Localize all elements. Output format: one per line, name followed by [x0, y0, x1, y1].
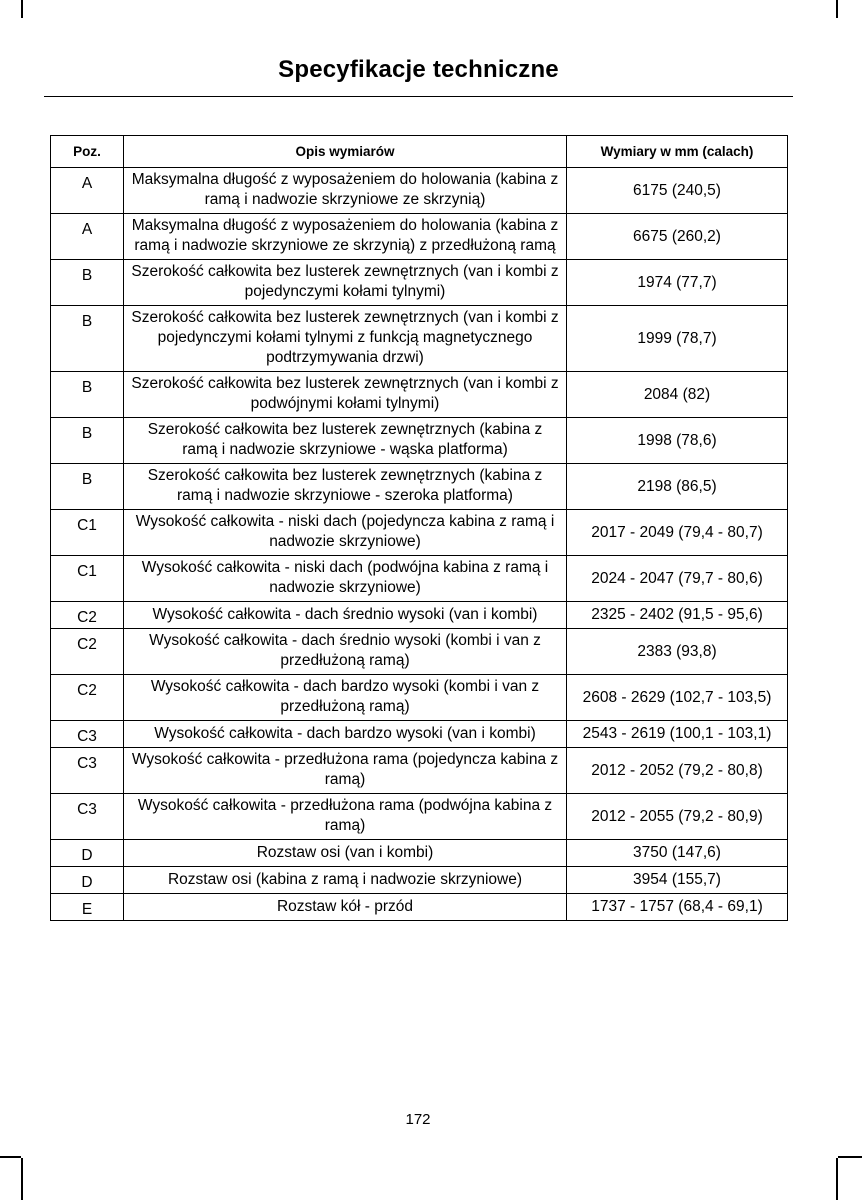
- cell-description: Wysokość całkowita - dach bardzo wysoki (van i kombi): [124, 721, 567, 748]
- table-row: [51, 306, 788, 372]
- table-body: [51, 168, 788, 921]
- table-row: [51, 867, 788, 894]
- cell-position: B: [51, 260, 124, 306]
- table-row: [51, 629, 788, 675]
- cell-description: Wysokość całkowita - przedłużona rama (podwójna kabina z ramą): [124, 794, 567, 840]
- cell-description: Wysokość całkowita - dach średnio wysoki (van i kombi): [124, 602, 567, 629]
- cell-description: Szerokość całkowita bez lusterek zewnętrznych (van i kombi z pojedynczymi kołami tylnymi z funkcją magnetycznego podtrzymywania drzwi): [124, 306, 567, 372]
- cell-position: B: [51, 306, 124, 372]
- cell-description: Rozstaw osi (kabina z ramą i nadwozie skrzyniowe): [124, 867, 567, 894]
- cell-dimensions: 2012 - 2052 (79,2 - 80,8): [567, 748, 788, 794]
- cell-description: Maksymalna długość z wyposażeniem do holowania (kabina z ramą i nadwozie skrzyniowe ze skrzynią) z przedłużoną ramą: [124, 214, 567, 260]
- cell-dimensions: 2084 (82): [567, 372, 788, 418]
- table-row: [51, 510, 788, 556]
- table-row: [51, 260, 788, 306]
- table-row: [51, 464, 788, 510]
- cell-position: C3: [51, 721, 124, 748]
- cell-description: Wysokość całkowita - dach średnio wysoki (kombi i van z przedłużoną ramą): [124, 629, 567, 675]
- header-dimensions: Wymiary w mm (calach): [567, 136, 788, 168]
- cell-position: D: [51, 840, 124, 867]
- cell-position: C3: [51, 794, 124, 840]
- crop-mark-bottom-left-horizontal: [0, 1156, 21, 1158]
- table-row: [51, 675, 788, 721]
- cell-position: C1: [51, 556, 124, 602]
- cell-position: C2: [51, 675, 124, 721]
- cell-position: C2: [51, 629, 124, 675]
- cell-description: Szerokość całkowita bez lusterek zewnętrznych (kabina z ramą i nadwozie skrzyniowe - szeroka platforma): [124, 464, 567, 510]
- cell-dimensions: 6675 (260,2): [567, 214, 788, 260]
- table-row: [51, 418, 788, 464]
- cell-position: C1: [51, 510, 124, 556]
- cell-dimensions: 3954 (155,7): [567, 867, 788, 894]
- cell-description: Szerokość całkowita bez lusterek zewnętrznych (van i kombi z podwójnymi kołami tylnymi): [124, 372, 567, 418]
- cell-description: Maksymalna długość z wyposażeniem do holowania (kabina z ramą i nadwozie skrzyniowe ze skrzynią): [124, 168, 567, 214]
- table-row: [51, 372, 788, 418]
- cell-position: C2: [51, 602, 124, 629]
- cell-description: Rozstaw kół - przód: [124, 894, 567, 921]
- cell-dimensions: 2608 - 2629 (102,7 - 103,5): [567, 675, 788, 721]
- table-row: [51, 840, 788, 867]
- cell-dimensions: 3750 (147,6): [567, 840, 788, 867]
- table-row: [51, 556, 788, 602]
- cell-description: Wysokość całkowita - dach bardzo wysoki (kombi i van z przedłużoną ramą): [124, 675, 567, 721]
- crop-mark-bottom-right-horizontal: [838, 1156, 862, 1158]
- dimensions-table: [50, 135, 788, 921]
- table-row: [51, 602, 788, 629]
- cell-dimensions: 2383 (93,8): [567, 629, 788, 675]
- table-row: [51, 748, 788, 794]
- cell-dimensions: 6175 (240,5): [567, 168, 788, 214]
- cell-position: A: [51, 168, 124, 214]
- crop-mark-bottom-left-vertical: [21, 1158, 23, 1200]
- cell-description: Rozstaw osi (van i kombi): [124, 840, 567, 867]
- cell-dimensions: 1998 (78,6): [567, 418, 788, 464]
- cell-dimensions: 2198 (86,5): [567, 464, 788, 510]
- table-row: [51, 214, 788, 260]
- cell-dimensions: 1737 - 1757 (68,4 - 69,1): [567, 894, 788, 921]
- cell-dimensions: 2017 - 2049 (79,4 - 80,7): [567, 510, 788, 556]
- crop-mark-bottom-right-vertical: [836, 1158, 838, 1200]
- table-header-row: [51, 136, 788, 168]
- cell-description: Wysokość całkowita - niski dach (pojedyncza kabina z ramą i nadwozie skrzyniowe): [124, 510, 567, 556]
- cell-description: Wysokość całkowita - przedłużona rama (pojedyncza kabina z ramą): [124, 748, 567, 794]
- cell-dimensions: 2543 - 2619 (100,1 - 103,1): [567, 721, 788, 748]
- cell-description: Szerokość całkowita bez lusterek zewnętrznych (van i kombi z pojedynczymi kołami tylnymi): [124, 260, 567, 306]
- table-row: [51, 168, 788, 214]
- cell-position: B: [51, 418, 124, 464]
- header-position: Poz.: [51, 136, 124, 168]
- cell-dimensions: 2024 - 2047 (79,7 - 80,6): [567, 556, 788, 602]
- cell-position: E: [51, 894, 124, 921]
- header-description: Opis wymiarów: [124, 136, 567, 168]
- cell-dimensions: 2325 - 2402 (91,5 - 95,6): [567, 602, 788, 629]
- cell-position: D: [51, 867, 124, 894]
- cell-position: A: [51, 214, 124, 260]
- table-row: [51, 721, 788, 748]
- cell-dimensions: 2012 - 2055 (79,2 - 80,9): [567, 794, 788, 840]
- cell-position: B: [51, 464, 124, 510]
- cell-position: B: [51, 372, 124, 418]
- page-number: 172: [405, 1111, 431, 1128]
- cell-description: Szerokość całkowita bez lusterek zewnętrznych (kabina z ramą i nadwozie skrzyniowe - wąska platforma): [124, 418, 567, 464]
- cell-dimensions: 1999 (78,7): [567, 306, 788, 372]
- page-title: Specyfikacje techniczne: [278, 56, 559, 83]
- cell-dimensions: 1974 (77,7): [567, 260, 788, 306]
- table-row: [51, 894, 788, 921]
- title-divider: [44, 96, 793, 97]
- crop-mark-top-right: [836, 0, 838, 18]
- crop-mark-top-left: [21, 0, 23, 18]
- table-row: [51, 794, 788, 840]
- cell-position: C3: [51, 748, 124, 794]
- cell-description: Wysokość całkowita - niski dach (podwójna kabina z ramą i nadwozie skrzyniowe): [124, 556, 567, 602]
